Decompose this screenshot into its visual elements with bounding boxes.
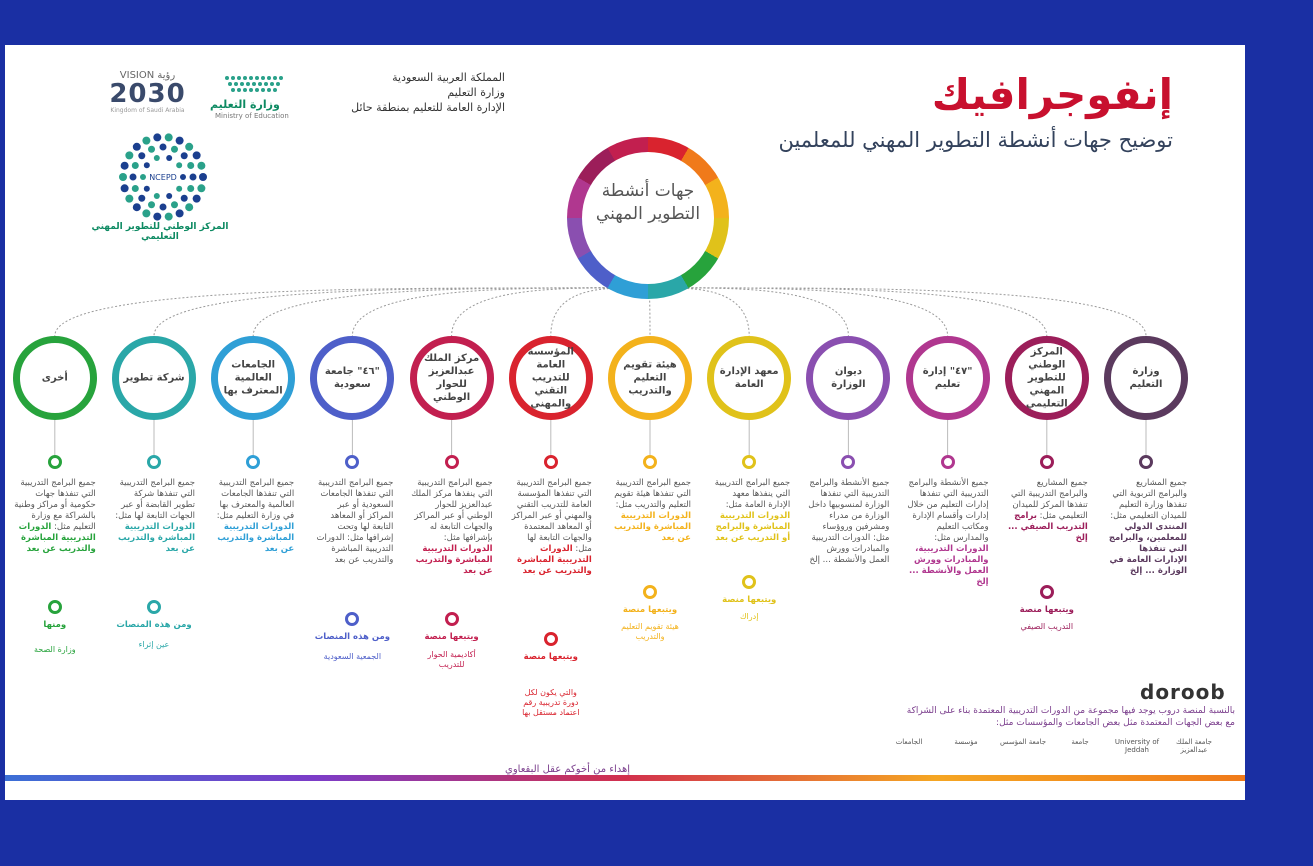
node-description-highlight: الدورات التدريبية المباشرة والتدريب عن بعد — [18, 522, 96, 554]
center-hub-text: جهات أنشطة التطوير المهني — [595, 181, 701, 224]
doroob-note: بالنسبة لمنصة دروب يوجد فيها مجموعة من الدورات التدريبية المعتمدة بناء على الشراكة مع بعض الجهات المعتمدة مثل بعض الجامعات والمؤسسات مثل: — [906, 706, 1235, 728]
partner-logo: جامعة — [1071, 738, 1089, 746]
connector-line — [352, 285, 648, 336]
node-description-highlight: الدورات التدريبية المباشرة والتدريب عن بعد — [517, 544, 592, 576]
platform-logo: وزارة الصحة — [33, 645, 76, 654]
nceppo-dot — [171, 201, 178, 208]
node-label: ديوان الوزارة — [831, 366, 866, 390]
node-circle — [410, 336, 494, 420]
node-description-text: جميع البرامج التدريبية التي ينفذها معهد الإدارة العامة مثل: — [714, 478, 791, 510]
nceppo-dot — [119, 173, 127, 181]
connector-line — [648, 285, 1146, 336]
node-description — [14, 478, 96, 555]
nceppo-dot — [140, 174, 146, 180]
connector-line — [55, 285, 648, 336]
nceppo-dot — [160, 144, 167, 151]
node-label: المؤسسة العامة للتدريب التقني والمهني — [527, 346, 574, 410]
footer-note: إهداء من أخوكم عقل البقعاوي — [505, 764, 631, 775]
page-subtitle: توضيح جهات أنشطة التطوير المهني للمعلمين — [778, 128, 1173, 152]
node-description-highlight: الدورات التدريبية المباشرة والتدريب عن بعد — [118, 522, 195, 554]
node-dot — [445, 455, 459, 469]
node-label: المركز الوطني للتطوير المهني التعليمي — [1025, 346, 1068, 410]
vision-sub: Kingdom of Saudi Arabia — [110, 107, 185, 114]
doroob-logo: doroob — [1140, 680, 1226, 704]
node-circle — [1005, 336, 1089, 420]
nceppo-dot — [185, 143, 193, 151]
nceppo-dot — [190, 174, 197, 181]
node-circle — [509, 336, 593, 420]
nceppo-dot — [148, 201, 155, 208]
bottom-color-strip — [5, 775, 1245, 781]
node-dot — [1139, 455, 1153, 469]
node-platform-label: ومن هذه المنصات — [116, 620, 192, 630]
nceppo-dot — [197, 184, 205, 192]
node-label: هيئة تقويم التعليم والتدريب — [623, 359, 677, 397]
nceppo-dot — [166, 155, 172, 161]
node-description — [212, 478, 294, 555]
nceppo-dot — [142, 209, 150, 217]
node-platform-label: ومنها — [43, 620, 67, 630]
nceppo-dot — [171, 146, 178, 153]
nceppo-dot — [138, 195, 145, 202]
nceppo-dot — [142, 137, 150, 145]
node-description-text: جميع المشاريع والبرامج التربوية التي تنفذها وزارة التعليم للميدان التعليمي مثل: — [1110, 478, 1187, 521]
platform-logo: الجمعية السعودية — [323, 652, 382, 661]
bottom-frame — [0, 800, 1313, 866]
node-dot — [941, 455, 955, 469]
node-label: أخرى — [41, 372, 68, 384]
partner-logo: مؤسسة — [954, 738, 978, 746]
partner-logo: University of Jeddah — [1114, 738, 1160, 754]
nceppo-dot — [132, 185, 139, 192]
center-hub-inner — [582, 152, 714, 284]
node-description-text: جميع البرامج التدريبية التي تنفذها المؤسسة العامة للتدريب التقني والمهني أو عبر المراكز أو المعاهد المعتمدة والجهات التابعة لها مثل: — [511, 478, 592, 554]
node-platform-label: ويتبعها منصة — [622, 605, 678, 615]
ministry-country: المملكة العربية السعودية — [392, 71, 505, 84]
nceppo-dot — [153, 133, 161, 141]
nceppo-dot — [185, 203, 193, 211]
node-description — [411, 478, 493, 577]
node-circle — [707, 336, 791, 420]
node-dot — [147, 455, 161, 469]
nceppo-dot — [154, 193, 160, 199]
node-description-highlight: الدورات التدريبية المباشرة والتدريب عن بعد — [614, 511, 691, 543]
moe-name-en: Ministry of Education — [215, 112, 289, 120]
platform-dot — [445, 612, 459, 626]
platform-logo: عين إثراء — [138, 640, 170, 649]
connector-line — [154, 285, 648, 336]
platform-dot — [48, 600, 62, 614]
node-description-highlight: الدورات التدريبية المباشرة والتدريب عن بعد — [217, 522, 295, 554]
nceppo-dot — [121, 162, 129, 170]
nceppo-dot — [165, 213, 173, 221]
nceppo-dot — [199, 173, 207, 181]
node-label: شركة تطوير — [123, 372, 185, 384]
nceppo-dot — [130, 174, 137, 181]
node-description-highlight: الدورات التدريبية، والمبادرات وورش العمل والأنشطة ... إلخ — [908, 544, 989, 587]
node-platform-label: ومن هذه المنصات — [314, 632, 391, 642]
node-platform-label: ويتبعها منصة — [523, 652, 578, 662]
node-description-text: جميع البرامج التدريبية التي تنفذها هيئة تقويم التعليم والتدريب مثل: — [614, 478, 691, 510]
platform-dot — [1040, 585, 1054, 599]
nceppo-dot — [166, 193, 172, 199]
platform-logo: أكاديمية الحوار للتدريب — [427, 650, 476, 669]
nceppo-dot — [148, 146, 155, 153]
node-description-highlight: الدورات التدريبية المباشرة والبرامج أو التدريب عن بعد — [715, 511, 791, 543]
nceppo-dot — [187, 185, 194, 192]
nceppo-name: المركز الوطني للتطوير المهني التعليمي — [91, 222, 229, 242]
node-description-text: جميع البرامج التدريبية التي تنفذها جهات حكومية أو مراكز وطنية بالشراكة مع وزارة التعليم مثل: — [14, 478, 96, 532]
node-description-highlight: برامج التدريب الصيفي ... إلخ — [1007, 511, 1088, 543]
vision-2030-logo — [100, 70, 195, 114]
nceppo-dot — [144, 186, 150, 192]
nceppo-dot — [138, 152, 145, 159]
node-description — [113, 478, 195, 555]
node-label: "٤٦" جامعة سعودية — [324, 366, 380, 390]
node-description — [1105, 478, 1187, 577]
node-description — [510, 478, 592, 577]
nceppo-dot — [187, 162, 194, 169]
ministry-name: وزارة التعليم — [447, 86, 505, 99]
nceppo-dots-icon — [108, 130, 218, 225]
moe-name: وزارة التعليم — [210, 98, 280, 111]
platform-logo: إدراك — [739, 612, 759, 621]
node-platform-label: ويتبعها منصة — [424, 632, 479, 642]
nceppo-dot — [180, 174, 186, 180]
nceppo-dot — [153, 213, 161, 221]
ministry-header — [305, 70, 505, 115]
node-description-text: جميع الأنشطة والبرامج التدريبية التي تنفذها الوزارة لمنسوبيها داخل الوزارة من مدراء ومشرفين وروؤساء مثل: الدورات التدريبية والمبادرات وورش العمل والأنشطة ... إلخ — [808, 478, 890, 565]
node-description-text: جميع المشاريع والبرامج التدريبية التي تنفذها المركز للميدان التعليمي مثل: — [1010, 478, 1088, 521]
node-description-text: جميع الأنشطة والبرامج التدريبية التي تنفذها إدارات التعليم من خلال إدارات وأقسام الإدارة ومكاتب التعليم والمدارس مثل: — [907, 478, 989, 543]
node-circle — [13, 336, 97, 420]
node-dot — [643, 455, 657, 469]
connector-line — [648, 285, 948, 336]
node-circle — [112, 336, 196, 420]
platform-logo: والتي يكون لكل دورة تدريبية رقم اعتماد مستقل بها — [522, 688, 580, 717]
partner-logo: الجامعات — [895, 738, 923, 746]
nceppo-dot — [197, 162, 205, 170]
node-dot — [48, 455, 62, 469]
node-description — [807, 478, 889, 566]
node-circle — [310, 336, 394, 420]
nceppo-dot — [144, 162, 150, 168]
node-description-text: جميع البرامج التدريبية التي تنفذها الجامعات العالمية والمعترف بها في وزارة التعليم مثل: — [216, 478, 295, 521]
node-description — [609, 478, 691, 544]
platform-logo: هيئة تقويم التعليم والتدريب — [621, 622, 679, 641]
partner-logo: جامعة المؤسس — [999, 738, 1047, 746]
node-label: وزارة التعليم — [1129, 366, 1163, 390]
nceppo-dot — [133, 143, 141, 151]
node-description-highlight: الدورات التدريبية المباشرة والتدريب عن بعد — [415, 544, 493, 576]
nceppo-dot — [176, 137, 184, 145]
node-label: مركز الملك عبدالعزيز للحوار الوطني — [423, 353, 480, 403]
node-circle — [211, 336, 295, 420]
moe-pattern-icon — [215, 72, 295, 98]
platform-logo: التدريب الصيفي — [1020, 622, 1074, 631]
nceppo-dot — [181, 195, 188, 202]
node-description-text: جميع البرامج التدريبية التي تنفذها الجامعات السعودية أو عبر المراكز أو المعاهد التابعة لها وتحت إشرافها مثل: الدورات التدريبية المباشرة والتدريب عن بعد — [316, 478, 394, 565]
nceppo-dot — [132, 162, 139, 169]
platform-dot — [147, 600, 161, 614]
nceppo-dot — [121, 184, 129, 192]
node-circle — [608, 336, 692, 420]
node-label: معهد الإدارة العامة — [719, 366, 779, 390]
nceppo-dot — [176, 162, 182, 168]
nceppo-dot — [176, 186, 182, 192]
node-dot — [544, 455, 558, 469]
nceppo-dot — [133, 203, 141, 211]
node-description-text: جميع البرامج التدريبية التي ينفذها مركز الملك عبدالعزيز للحوار الوطني أو عبر المراكز والجهات التابعة له بإشرافها مثل: — [411, 478, 493, 543]
node-circle — [1104, 336, 1188, 420]
nceppo-dot — [125, 195, 133, 203]
nceppo-dot — [193, 195, 201, 203]
vision-label: VISION رؤية — [119, 70, 176, 81]
center-hub — [567, 137, 729, 299]
node-description — [311, 478, 393, 566]
platform-dot — [544, 632, 558, 646]
node-platform-label: ويتبعها منصة — [722, 595, 777, 605]
nceppo-dot — [154, 155, 160, 161]
vision-year: 2030 — [109, 79, 186, 109]
nceppo-dot — [160, 204, 167, 211]
nceppo-dot — [125, 151, 133, 159]
partner-logo: جامعة الملك عبدالعزيز — [1176, 738, 1212, 754]
node-description — [708, 478, 790, 544]
node-description-text: جميع البرامج التدريبية التي تنفذها شركة تطوير القابضة أو عبر الجهات التابعة لها مثل: — [115, 478, 195, 521]
node-dot — [1040, 455, 1054, 469]
nceppo-dot — [165, 133, 173, 141]
nceppo-dot — [193, 151, 201, 159]
page-title: إنفوجرافيك — [931, 70, 1173, 119]
nceppo-logo — [108, 130, 218, 225]
node-platform-label: ويتبعها منصة — [1019, 605, 1074, 615]
nceppo-dot — [176, 209, 184, 217]
ministry-region: الإدارة العامة للتعليم بمنطقة حائل — [351, 101, 505, 114]
nceppo-badge: NCEPD — [149, 173, 177, 182]
node-description-highlight: المنتدى الدولي للمعلمين، والبرامج التي تنفذها الإدارات العامة في الوزارة ... إلخ — [1108, 522, 1187, 576]
node-description — [907, 478, 989, 588]
node-circle — [906, 336, 990, 420]
node-label: "٤٧" إدارة تعليم — [922, 366, 973, 390]
platform-dot — [643, 585, 657, 599]
nceppo-dot — [181, 152, 188, 159]
node-circle — [806, 336, 890, 420]
node-description — [1006, 478, 1088, 544]
node-label: الجامعات العالمية المعترف بها — [223, 359, 283, 397]
